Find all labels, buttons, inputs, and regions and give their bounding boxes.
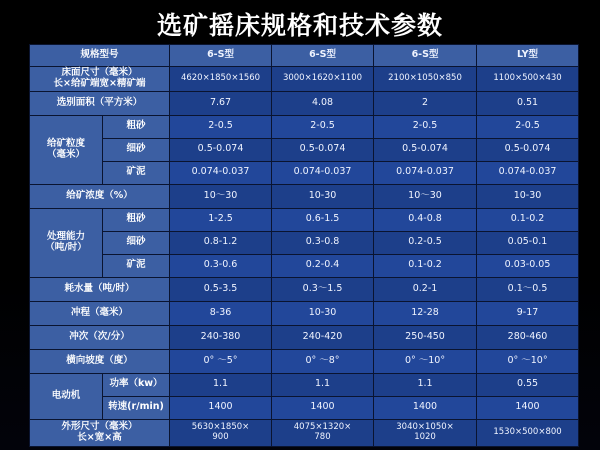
capacity-coarse-3: 0.4-0.8 [374, 208, 477, 231]
feed-size-coarse-2: 2-0.5 [272, 115, 374, 138]
water-1: 0.5-3.5 [170, 277, 272, 301]
model-2: 6-S型 [272, 45, 374, 67]
area-1: 7.67 [170, 91, 272, 115]
concentration-row [30, 184, 579, 208]
water-row [30, 277, 579, 301]
capacity-fine-2: 0.3-0.8 [272, 231, 374, 254]
capacity-fine-3: 0.2-0.5 [374, 231, 477, 254]
feed-size-slime-3: 0.074-0.037 [374, 161, 477, 184]
bed-size-row [30, 66, 579, 91]
capacity-fine-4: 0.05-0.1 [477, 231, 579, 254]
slope-2: 0° ～8° [272, 349, 374, 373]
frequency-4: 280-460 [477, 325, 579, 349]
motor-speed-4: 1400 [477, 396, 579, 419]
model-3: 6-S型 [374, 45, 477, 67]
concentration-3: 10～30 [374, 184, 477, 208]
motor-row-speed [30, 396, 579, 419]
concentration-4: 10-30 [477, 184, 579, 208]
water-label: 耗水量（吨/时） [30, 277, 170, 301]
concentration-1: 10～30 [170, 184, 272, 208]
feed-size-row-coarse [30, 115, 579, 138]
bed-size-1: 4620×1850×1560 [170, 66, 272, 91]
capacity-label-line1: 处理能力 [46, 230, 85, 242]
motor-speed-2: 1400 [272, 396, 374, 419]
dimensions-3-line2: 1020 [414, 431, 436, 442]
motor-power-1: 1.1 [170, 373, 272, 396]
slope-1: 0° ～5° [170, 349, 272, 373]
water-2: 0.3～1.5 [272, 277, 374, 301]
dimensions-3-line1: 3040×1050× [396, 422, 454, 433]
feed-size-sub-fine: 细砂 [103, 138, 170, 161]
feed-size-row-slime [30, 161, 579, 184]
spec-table [29, 44, 579, 447]
feed-size-slime-4: 0.074-0.037 [477, 161, 579, 184]
feed-size-fine-4: 0.5-0.074 [477, 138, 579, 161]
capacity-label [30, 208, 103, 277]
feed-size-label [30, 115, 103, 184]
frequency-1: 240-380 [170, 325, 272, 349]
feed-size-fine-1: 0.5-0.074 [170, 138, 272, 161]
stroke-3: 12-28 [374, 301, 477, 325]
dimensions-label [30, 419, 170, 446]
slope-row [30, 349, 579, 373]
stroke-label: 冲程（毫米） [30, 301, 170, 325]
dimensions-2-line1: 4075×1320× [293, 422, 352, 433]
motor-row-power [30, 373, 579, 396]
dimensions-3 [374, 419, 477, 446]
motor-sub-speed: 转速(r/min) [103, 396, 170, 419]
stroke-1: 8-36 [170, 301, 272, 325]
header-row [30, 45, 579, 67]
feed-size-sub-slime: 矿泥 [103, 161, 170, 184]
dimensions-label-line1: 外形尺寸（毫米） [61, 420, 138, 432]
area-2: 4.08 [272, 91, 374, 115]
model-1: 6-S型 [170, 45, 272, 67]
bed-size-2: 3000×1620×1100 [272, 66, 374, 91]
concentration-2: 10-30 [272, 184, 374, 208]
feed-size-sub-coarse: 粗砂 [103, 115, 170, 138]
feed-size-slime-1: 0.074-0.037 [170, 161, 272, 184]
capacity-slime-1: 0.3-0.6 [170, 254, 272, 277]
capacity-sub-slime: 矿泥 [103, 254, 170, 277]
area-label: 选别面积（平方米） [30, 91, 170, 115]
area-row [30, 91, 579, 115]
motor-label: 电动机 [30, 373, 103, 419]
feed-size-coarse-1: 2-0.5 [170, 115, 272, 138]
frequency-3: 250-450 [374, 325, 477, 349]
motor-speed-3: 1400 [374, 396, 477, 419]
frequency-row [30, 325, 579, 349]
feed-size-coarse-3: 2-0.5 [374, 115, 477, 138]
frequency-label: 冲次（次/分） [30, 325, 170, 349]
capacity-row-fine [30, 231, 579, 254]
capacity-slime-2: 0.2-0.4 [272, 254, 374, 277]
slope-4: 0° ～10° [477, 349, 579, 373]
feed-size-fine-2: 0.5-0.074 [272, 138, 374, 161]
slope-label: 横向坡度（度） [30, 349, 170, 373]
capacity-row-slime [30, 254, 579, 277]
feed-size-slime-2: 0.074-0.037 [272, 161, 374, 184]
motor-speed-1: 1400 [170, 396, 272, 419]
header-label: 规格型号 [30, 45, 170, 67]
bed-size-label-line2: 长×给矿端宽×精矿端 [53, 77, 146, 89]
stroke-4: 9-17 [477, 301, 579, 325]
capacity-slime-3: 0.1-0.2 [374, 254, 477, 277]
capacity-row-coarse [30, 208, 579, 231]
capacity-coarse-1: 1-2.5 [170, 208, 272, 231]
feed-size-label-line1: 给矿粒度 [46, 138, 85, 149]
spec-table-wrapper [29, 44, 578, 447]
motor-power-2: 1.1 [272, 373, 374, 396]
dimensions-1-line2: 900 [212, 431, 229, 442]
capacity-label-line2: （吨/时） [45, 241, 87, 253]
dimensions-2-line2: 780 [314, 431, 331, 442]
feed-size-label-line2: （毫米） [46, 148, 85, 160]
capacity-sub-fine: 细砂 [103, 231, 170, 254]
capacity-slime-4: 0.03-0.05 [477, 254, 579, 277]
motor-power-3: 1.1 [374, 373, 477, 396]
slope-3: 0° ～10° [374, 349, 477, 373]
capacity-coarse-4: 0.1-0.2 [477, 208, 579, 231]
stroke-row [30, 301, 579, 325]
dimensions-4-line1: 1530×500×800 [493, 426, 562, 437]
bed-size-4: 1100×500×430 [477, 66, 579, 91]
dimensions-4 [477, 419, 579, 446]
area-3: 2 [374, 91, 477, 115]
motor-power-4: 0.55 [477, 373, 579, 396]
page-title: 选矿摇床规格和技术参数 [156, 11, 443, 40]
water-4: 0.1～0.5 [477, 277, 579, 301]
capacity-sub-coarse: 粗砂 [103, 208, 170, 231]
motor-sub-power: 功率（kw） [103, 373, 170, 396]
capacity-fine-1: 0.8-1.2 [170, 231, 272, 254]
dimensions-1 [170, 419, 272, 446]
feed-size-coarse-4: 2-0.5 [477, 115, 579, 138]
bed-size-3: 2100×1050×850 [374, 66, 477, 91]
bed-size-label [30, 66, 170, 91]
dimensions-row [30, 419, 579, 446]
dimensions-1-line1: 5630×1850× [191, 422, 250, 433]
capacity-coarse-2: 0.6-1.5 [272, 208, 374, 231]
bed-size-label-line1: 床面尺寸（毫米） [61, 67, 138, 79]
concentration-label: 给矿浓度（%） [30, 184, 170, 208]
feed-size-row-fine [30, 138, 579, 161]
water-3: 0.2-1 [374, 277, 477, 301]
area-4: 0.51 [477, 91, 579, 115]
model-4: LY型 [477, 45, 579, 67]
feed-size-fine-3: 0.5-0.074 [374, 138, 477, 161]
dimensions-label-line2: 长×宽×高 [77, 431, 122, 443]
frequency-2: 240-420 [272, 325, 374, 349]
dimensions-2 [272, 419, 374, 446]
stroke-2: 10-30 [272, 301, 374, 325]
